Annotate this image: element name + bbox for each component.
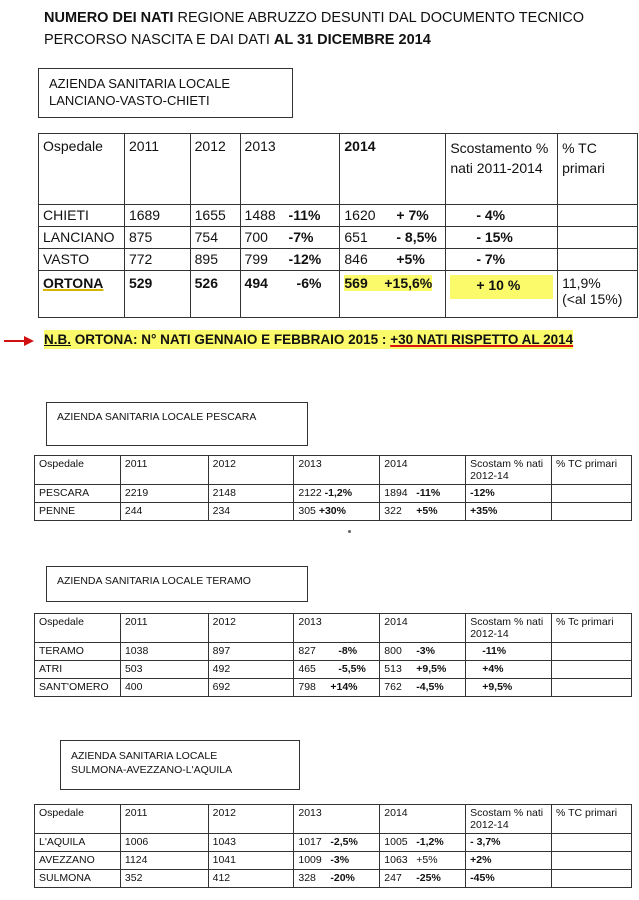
delta-2013: -20% — [330, 872, 355, 884]
document-title — [44, 7, 634, 51]
hospital-name: VASTO — [39, 249, 125, 271]
cell-scostamento: +2% — [466, 852, 552, 870]
cell-scostamento: +9,5% — [466, 679, 552, 697]
asl-aq-line2: SULMONA-AVEZZANO-L'AQUILA — [71, 764, 233, 776]
cell-2012: 1041 — [208, 852, 294, 870]
cell-tc — [552, 852, 632, 870]
table-header-row — [35, 614, 632, 643]
cell-2013 — [294, 661, 380, 679]
value-2014: 846 — [344, 251, 368, 267]
asl-lvc-line1: AZIENDA SANITARIA LOCALE — [49, 76, 231, 91]
delta-2014: +5% — [416, 505, 438, 517]
header-cell: 2012 — [208, 456, 294, 485]
delta-2014: -3% — [416, 645, 435, 657]
delta-2014: +5% — [396, 251, 425, 267]
cell-2012: 1043 — [208, 834, 294, 852]
cell-2011: 875 — [124, 227, 190, 249]
asl-pescara-label: AZIENDA SANITARIA LOCALE PESCARA — [46, 402, 308, 446]
hospital-name: AVEZZANO — [35, 852, 121, 870]
scan-speck — [348, 530, 351, 533]
cell-tc — [558, 227, 638, 249]
cell-2014 — [380, 503, 466, 521]
value-2014: 1894 — [384, 487, 408, 499]
asl-teramo-table — [34, 613, 632, 697]
value-2013: 1017 — [298, 836, 322, 848]
value-2014: 1063 — [384, 854, 408, 866]
header-cell: % TC primari — [552, 456, 632, 485]
cell-tc — [552, 870, 632, 888]
header-cell: % TC primari — [552, 805, 632, 834]
note-highlight: +30 NATI RISPETTO AL 2014 — [390, 332, 574, 347]
value-2013: 465 — [298, 663, 316, 675]
cell-scostamento: -12% — [466, 485, 552, 503]
cell-2013 — [294, 870, 380, 888]
delta-2013: +14% — [330, 681, 358, 693]
delta-2013: -2,5% — [330, 836, 358, 848]
header-cell: 2012 — [208, 805, 294, 834]
value-2014: 322 — [384, 505, 402, 517]
table-row — [35, 679, 632, 697]
table-row — [39, 227, 638, 249]
header-cell: 2014 — [380, 456, 466, 485]
hospital-name: PENNE — [35, 503, 121, 521]
delta-2014: -1,2% — [416, 836, 444, 848]
cell-scostamento: - 4% — [446, 205, 558, 227]
cell-2014 — [340, 205, 446, 227]
value-2013: 2122 — [298, 487, 322, 499]
delta-2014: -25% — [416, 872, 441, 884]
cell-2012: 234 — [208, 503, 294, 521]
header-cell: % Tc primari — [552, 614, 632, 643]
cell-2011: 244 — [120, 503, 208, 521]
asl-aq-table — [34, 804, 632, 888]
cell-2011: 2219 — [120, 485, 208, 503]
hospital-name: SANT'OMERO — [35, 679, 121, 697]
cell-tc — [558, 249, 638, 271]
header-cell: 2011 — [120, 456, 208, 485]
cell-2012: 895 — [190, 249, 240, 271]
header-cell: 2011 — [120, 614, 208, 643]
title-bold: NUMERO DEI NATI — [44, 10, 174, 26]
cell-2012: 1655 — [190, 205, 240, 227]
cell-scostamento: - 3,7% — [466, 834, 552, 852]
header-cell: 2014 — [340, 134, 446, 205]
hospital-name: CHIETI — [39, 205, 125, 227]
header-cell: Ospedale — [35, 456, 121, 485]
cell-2013 — [240, 249, 340, 271]
header-cell: 2012 — [208, 614, 294, 643]
cell-2014 — [380, 485, 466, 503]
ortona-label: ORTONA — [43, 275, 104, 291]
cell-scostamento: +4% — [466, 661, 552, 679]
table-row — [35, 852, 632, 870]
asl-lvc-line2: LANCIANO-VASTO-CHIETI — [49, 93, 210, 108]
header-cell: Ospedale — [35, 805, 121, 834]
cell-2013 — [294, 643, 380, 661]
table-row — [35, 834, 632, 852]
cell-tc — [552, 679, 632, 697]
cell-2011: 400 — [120, 679, 208, 697]
delta-2013: -1,2% — [324, 487, 353, 499]
cell-2011: 352 — [120, 870, 208, 888]
cell-2014 — [380, 834, 466, 852]
table-row — [35, 643, 632, 661]
header-cell: 2014 — [380, 805, 466, 834]
value-2013: 328 — [298, 872, 316, 884]
value-2014: 651 — [344, 229, 368, 245]
cell-scostamento: +35% — [466, 503, 552, 521]
note-text: ORTONA: N° NATI GENNAIO E FEBBRAIO 2015 : — [71, 332, 391, 347]
delta-2013: -5,5% — [338, 663, 366, 675]
cell-2014 — [380, 870, 466, 888]
table-header-row — [35, 805, 632, 834]
delta-2014: -11% — [416, 487, 441, 499]
hospital-name: PESCARA — [35, 485, 121, 503]
value-2014: 513 — [384, 663, 402, 675]
cell-tc — [552, 834, 632, 852]
table-header-row — [39, 134, 638, 205]
table-row — [39, 205, 638, 227]
value-2014: 1005 — [384, 836, 408, 848]
header-cell: 2011 — [124, 134, 190, 205]
delta-2013: -12% — [288, 251, 322, 267]
cell-2014 — [340, 271, 446, 318]
value-2013: 799 — [244, 251, 268, 267]
header-cell: Scostam % nati 2012-14 — [466, 614, 552, 643]
note-nb-label — [44, 330, 390, 349]
cell-tc — [558, 205, 638, 227]
cell-scostamento: - 7% — [446, 249, 558, 271]
cell-2011: 1124 — [120, 852, 208, 870]
value-2014: 762 — [384, 681, 402, 693]
cell-2013 — [240, 205, 340, 227]
value-2013: 1488 — [244, 207, 276, 223]
delta-2014: - 8,5% — [396, 229, 437, 245]
scostamento-highlight: + 10 % — [450, 275, 553, 299]
value-2014: 800 — [384, 645, 402, 657]
header-cell: 2013 — [294, 805, 380, 834]
cell-tc — [552, 661, 632, 679]
cell-2012: 526 — [190, 271, 240, 318]
header-cell: 2013 — [240, 134, 340, 205]
value-2013: 305 — [298, 505, 316, 517]
asl-lvc-label — [38, 68, 293, 118]
delta-2013: -6% — [296, 275, 322, 291]
cell-tc — [552, 503, 632, 521]
header-cell: 2013 — [294, 456, 380, 485]
hospital-name: SULMONA — [35, 870, 121, 888]
hospital-name — [39, 271, 125, 318]
asl-lvc-table — [38, 133, 638, 318]
header-cell: 2012 — [190, 134, 240, 205]
delta-2014: +9,5% — [416, 663, 447, 675]
value-2014: 247 — [384, 872, 402, 884]
header-cell: Ospedale — [35, 614, 121, 643]
cell-tc — [552, 643, 632, 661]
cell-2014 — [380, 679, 466, 697]
value-2014: 1620 — [344, 207, 376, 223]
cell-2011: 1038 — [120, 643, 208, 661]
value-2013: 1009 — [298, 854, 322, 866]
cell-2014 — [340, 249, 446, 271]
cell-2011: 1006 — [120, 834, 208, 852]
delta-2013: +30% — [318, 505, 346, 517]
value-2013: 700 — [244, 229, 268, 245]
asl-aq-line1: AZIENDA SANITARIA LOCALE — [71, 750, 218, 762]
table-row-ortona — [39, 271, 638, 318]
header-cell: 2013 — [294, 614, 380, 643]
cell-2013 — [294, 679, 380, 697]
cell-scostamento: -45% — [466, 870, 552, 888]
cell-2013 — [240, 227, 340, 249]
nb-text: N.B. — [44, 332, 71, 347]
table-row — [35, 503, 632, 521]
delta-2014: +5% — [416, 854, 438, 866]
cell-2014 — [380, 852, 466, 870]
cell-2012: 412 — [208, 870, 294, 888]
cell-tc — [558, 271, 638, 318]
cell-2012: 692 — [208, 679, 294, 697]
value-2014: 569 — [344, 275, 368, 291]
title-rest: REGIONE ABRUZZO DESUNTI DAL DOCUMENTO TECNICO — [173, 10, 585, 26]
arrow-right-icon — [4, 335, 34, 347]
asl-pescara-table — [34, 455, 632, 521]
cell-scostamento: - 15% — [446, 227, 558, 249]
header-cell: Ospedale — [39, 134, 125, 205]
value-2013: 798 — [298, 681, 316, 693]
delta-2013: -8% — [338, 645, 358, 657]
table-row — [35, 485, 632, 503]
header-cell: 2014 — [380, 614, 466, 643]
cell-2012: 754 — [190, 227, 240, 249]
title-date: AL 31 DICEMBRE 2014 — [273, 32, 431, 48]
cell-2014 — [340, 227, 446, 249]
asl-aq-label — [60, 740, 300, 790]
delta-2013: -7% — [288, 229, 314, 245]
title-line2: PERCORSO NASCITA E DAI DATI — [44, 32, 274, 48]
cell-2014 — [380, 643, 466, 661]
delta-2013: -3% — [330, 854, 350, 866]
header-cell: 2011 — [120, 805, 208, 834]
header-cell: % TC primari — [558, 134, 638, 205]
cell-2011: 529 — [124, 271, 190, 318]
cell-2014 — [380, 661, 466, 679]
hospital-name: TERAMO — [35, 643, 121, 661]
tc-value: 11,9% — [562, 275, 601, 291]
table-row — [39, 249, 638, 271]
cell-tc — [552, 485, 632, 503]
cell-scostamento: -11% — [466, 643, 552, 661]
cell-2011: 1689 — [124, 205, 190, 227]
delta-2013: -11% — [288, 207, 321, 223]
value-2013: 494 — [244, 275, 268, 291]
header-cell: Scostam % nati 2012-14 — [466, 805, 552, 834]
delta-2014: +15,6% — [384, 275, 433, 291]
cell-2012: 897 — [208, 643, 294, 661]
cell-scostamento — [446, 271, 558, 318]
hospital-name: ATRI — [35, 661, 121, 679]
hospital-name: L'AQUILA — [35, 834, 121, 852]
note-nb — [40, 330, 577, 349]
hospital-name: LANCIANO — [39, 227, 125, 249]
highlight-2014 — [344, 275, 432, 291]
table-row — [35, 661, 632, 679]
asl-teramo-label: AZIENDA SANITARIA LOCALE TERAMO — [46, 566, 308, 602]
cell-2013 — [294, 485, 380, 503]
table-header-row — [35, 456, 632, 485]
header-cell: Scostam % nati 2012-14 — [466, 456, 552, 485]
value-2013: 827 — [298, 645, 316, 657]
cell-2011: 503 — [120, 661, 208, 679]
delta-2014: + 7% — [396, 207, 429, 223]
cell-2013 — [294, 834, 380, 852]
tc-note: (<al 15%) — [562, 291, 623, 307]
cell-2012: 2148 — [208, 485, 294, 503]
cell-2013 — [294, 852, 380, 870]
header-cell: Scostamento % nati 2011-2014 — [446, 134, 558, 205]
cell-2013 — [294, 503, 380, 521]
cell-2013 — [240, 271, 340, 318]
cell-2012: 492 — [208, 661, 294, 679]
cell-2011: 772 — [124, 249, 190, 271]
table-row — [35, 870, 632, 888]
delta-2014: -4,5% — [416, 681, 444, 693]
